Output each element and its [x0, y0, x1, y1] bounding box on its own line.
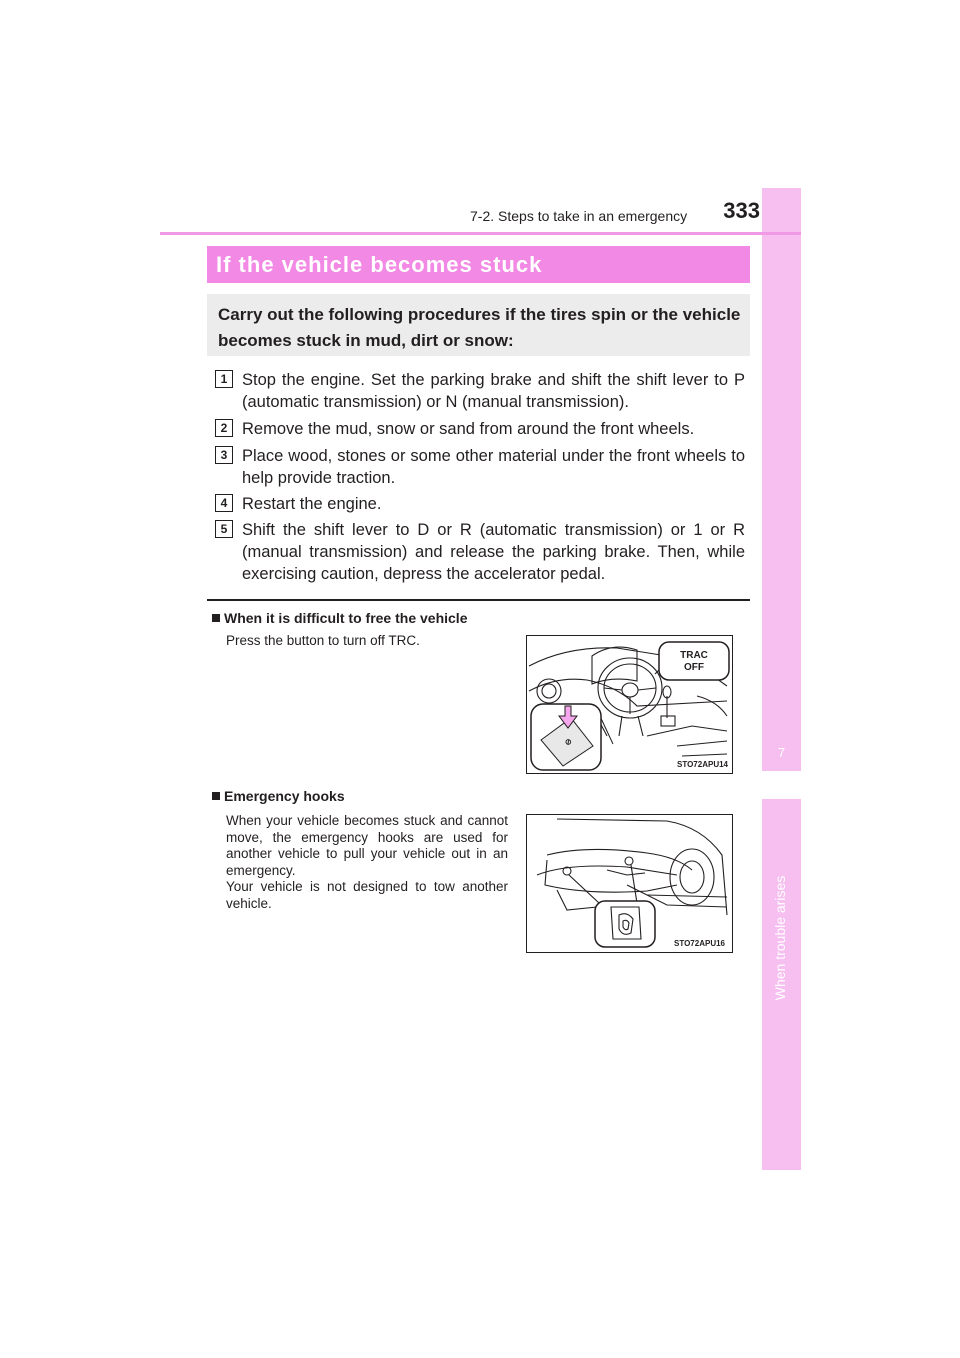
note-heading-trc-text: When it is difficult to free the vehicle: [224, 610, 468, 626]
note-heading-hooks-text: Emergency hooks: [224, 788, 345, 804]
note-body-hooks-p1: When your vehicle becomes stuck and cannot move, the emergency hooks are used for another vehicle to pull your vehicle out in an emergency.: [226, 813, 508, 878]
figure-id-trc: STO72APU14: [677, 760, 728, 769]
bullet-square-icon: [212, 614, 220, 622]
trac-label-line2: OFF: [684, 662, 704, 673]
step-number-4: 4: [215, 494, 233, 512]
bullet-square-icon: [212, 792, 220, 800]
underbody-illustration: [527, 815, 732, 952]
figure-id-hooks: STO72APU16: [674, 939, 725, 948]
section-title: If the vehicle becomes stuck: [216, 252, 543, 277]
step-text-2: Remove the mud, snow or sand from around the front wheels.: [242, 420, 695, 438]
step-number-2: 2: [215, 419, 233, 437]
note-body-trc: Press the button to turn off TRC.: [226, 633, 420, 648]
note-body-hooks: [226, 813, 508, 912]
dashboard-illustration: [527, 636, 732, 773]
running-header: 7-2. Steps to take in an emergency: [470, 208, 688, 224]
page-number: 333: [723, 198, 760, 223]
trac-off-figure: [526, 635, 733, 774]
step-text-5: Shift the shift lever to D or R (automatic transmission) or 1 or R (manual transmission) and release the parking brake. Then, while exercising caution, depress the accelerator pedal.: [242, 521, 745, 583]
trac-label-line1: TRAC: [680, 650, 708, 661]
note-body-hooks-p2: Your vehicle is not designed to tow another vehicle.: [226, 879, 508, 911]
chapter-tab-marker: [762, 771, 801, 799]
chapter-side-strip: [762, 188, 801, 1170]
emergency-hook-figure: [526, 814, 733, 953]
section-divider: [207, 599, 750, 601]
header-rule: [160, 232, 801, 235]
step-number-5: 5: [215, 520, 233, 538]
chapter-title-text: When trouble arises: [772, 875, 788, 1001]
chapter-number: 7: [777, 745, 786, 760]
svg-text:⊘: ⊘: [562, 736, 574, 748]
intro-text: Carry out the following procedures if the tires spin or the vehicle becomes stuck in mud, dirt or snow:: [218, 305, 741, 350]
step-text-3: Place wood, stones or some other material under the front wheels to help provide traction.: [242, 447, 745, 487]
note-heading-hooks: [212, 788, 345, 804]
step-text-1: Stop the engine. Set the parking brake and shift the shift lever to P (automatic transmission) or N (manual transmission).: [242, 371, 745, 411]
step-text-4: Restart the engine.: [242, 495, 382, 513]
note-heading-trc: [212, 610, 467, 626]
step-number-1: 1: [215, 370, 233, 388]
step-number-3: 3: [215, 446, 233, 464]
chapter-title: [772, 875, 792, 1001]
